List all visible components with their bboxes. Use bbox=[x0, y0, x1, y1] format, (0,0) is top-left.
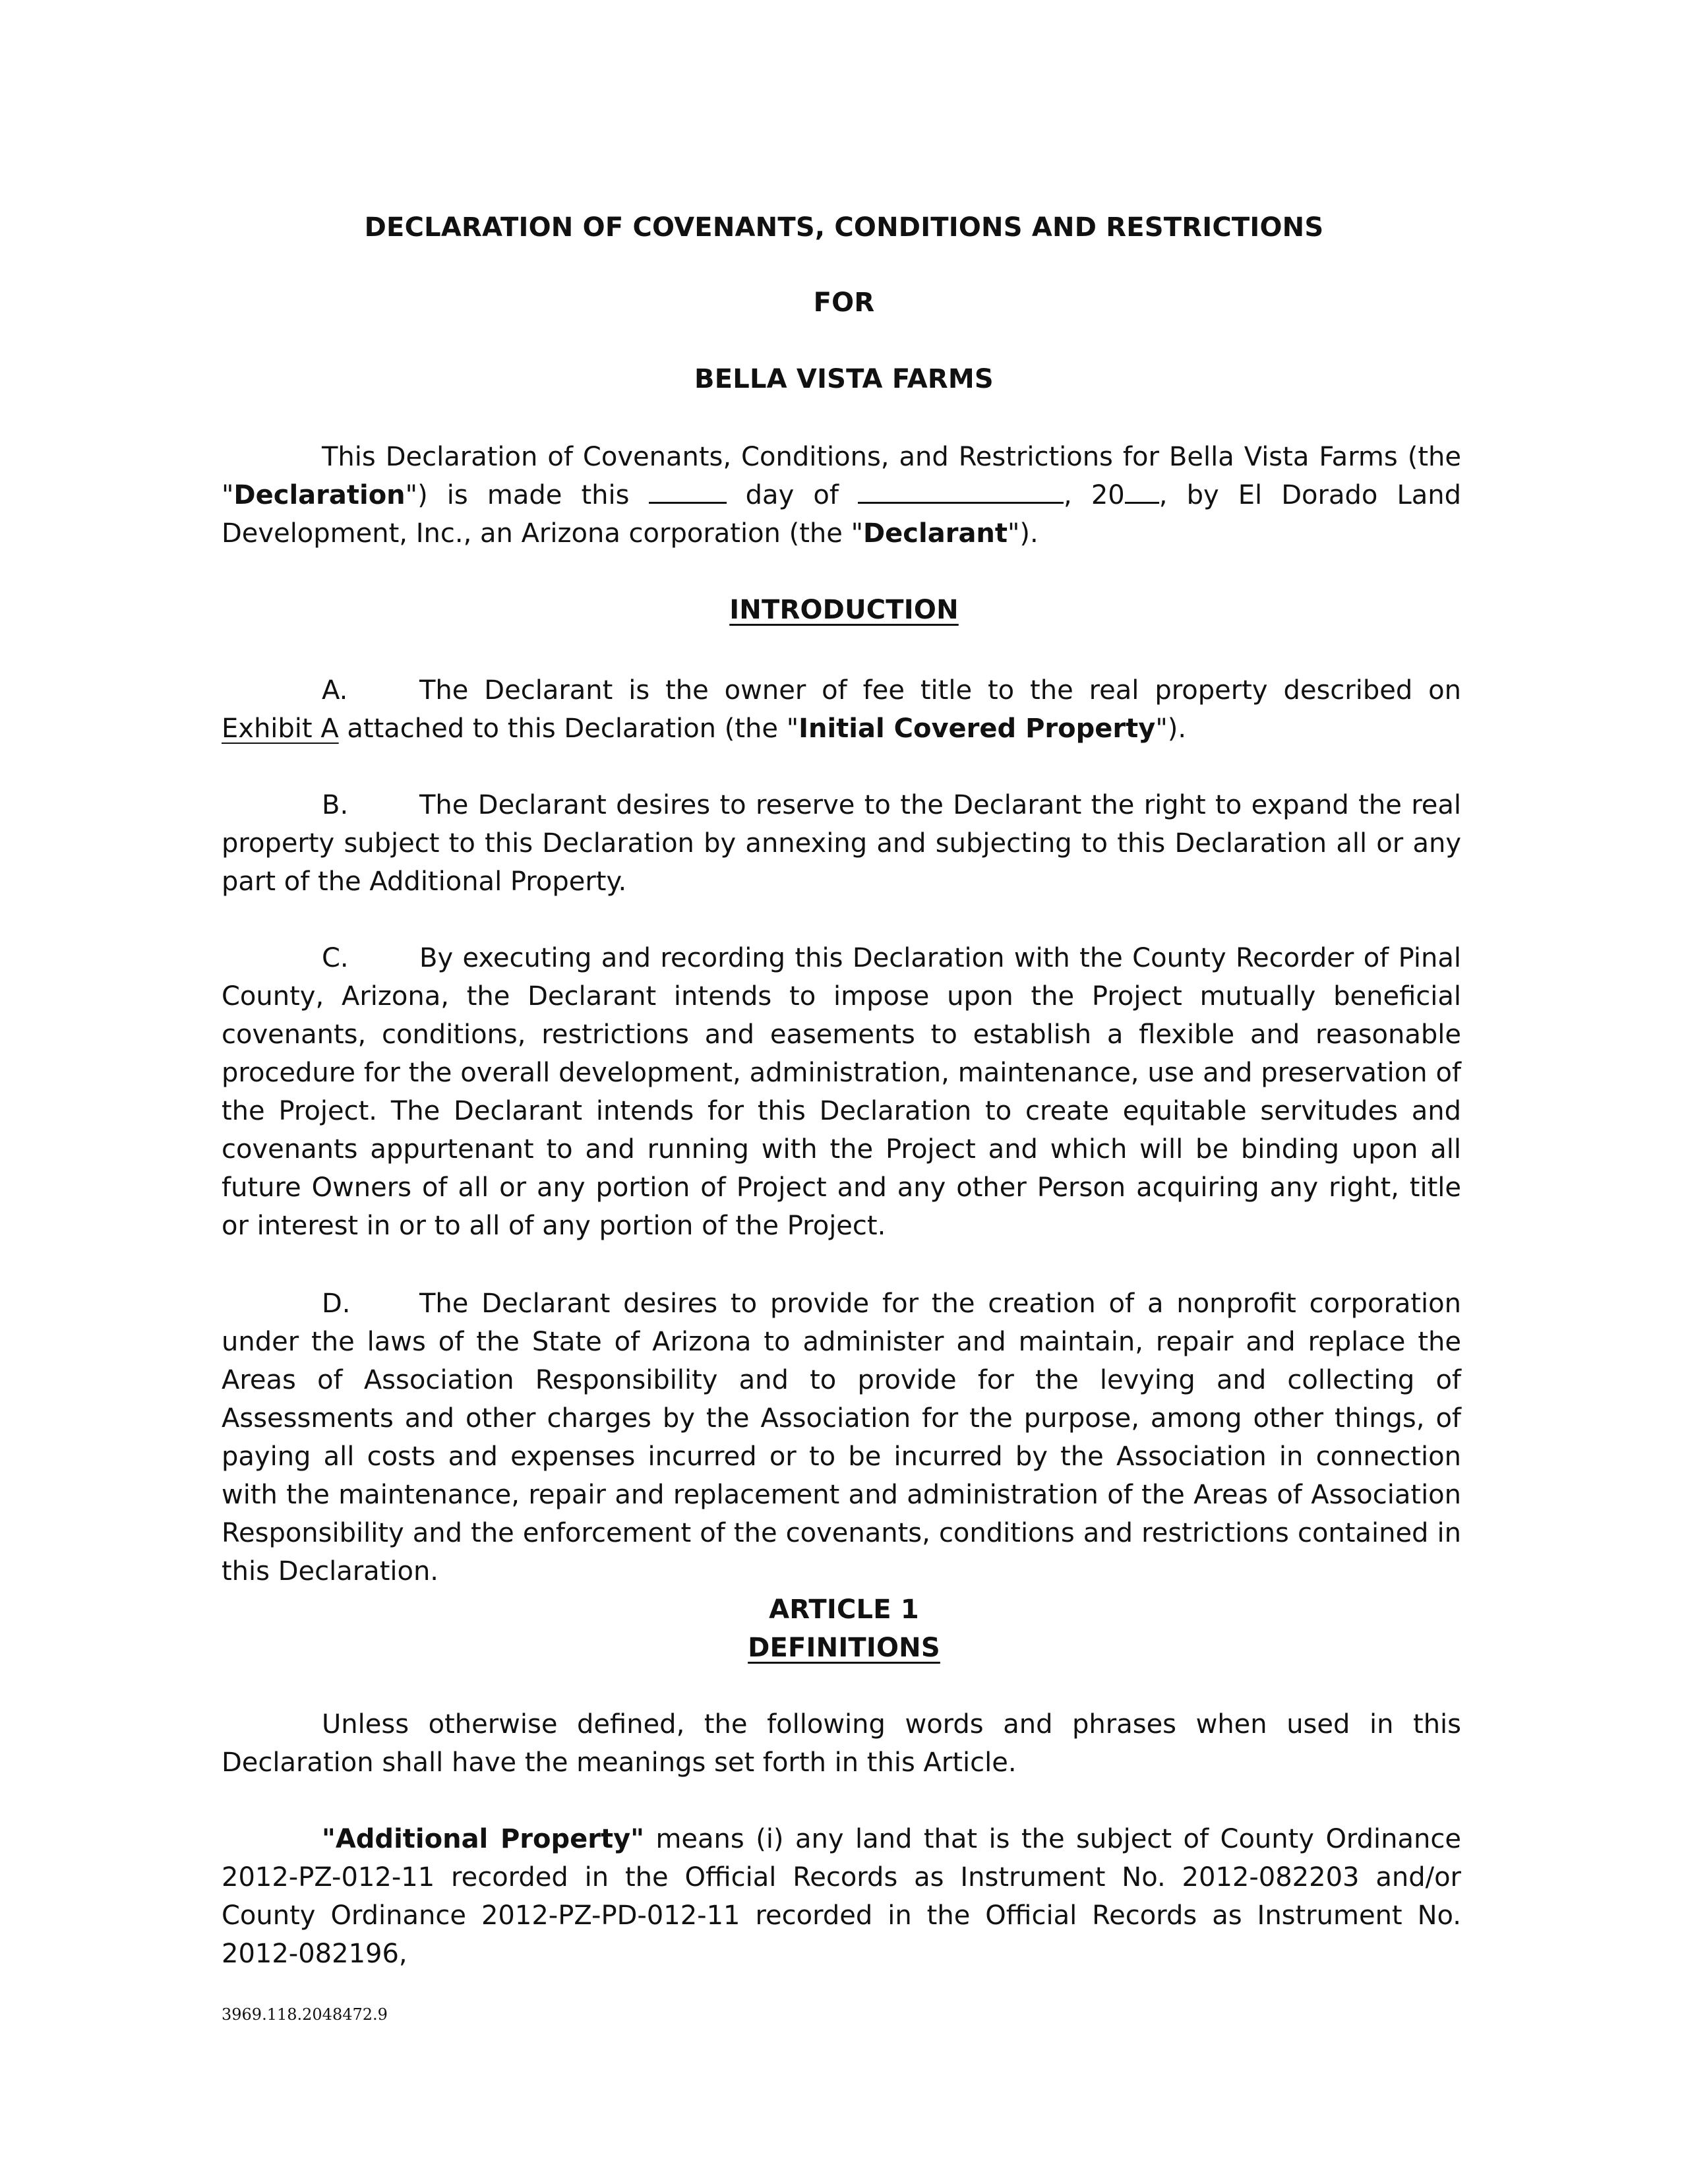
document-title-project: BELLA VISTA FARMS bbox=[694, 364, 994, 394]
day-blank bbox=[649, 479, 727, 504]
recital-a: A. The Declarant is the owner of fee title to the real property described on Exhibit A attached to this Declaration (the "Initial Covered Property"). bbox=[222, 671, 1461, 748]
declaration-defined-term: Declaration bbox=[233, 480, 406, 510]
introduction-heading: INTRODUCTION bbox=[729, 595, 959, 625]
recital-b-text: The Declarant desires to reserve to the Declarant the right to expand the real property subject to this Declaration by annexing and subjecting to this Declaration all or any part of the Additional Property. bbox=[222, 790, 1461, 897]
recital-c-text: By executing and recording this Declaration with the County Recorder of Pinal County, Arizona, the Declarant intends to impose upon the Project mutually beneficial covenants, conditions, restrictions and easements to establish a flexible and reasonable procedure for the overall development, administration, maintenance, use and preservation of the Project. The Declarant intends for this Declaration to create equitable servitudes and covenants appurtenant to and running with the Project and which will be binding upon all future Owners of all or any portion of Project and any other Person acquiring any right, title or interest in or to all of any portion of the Project. bbox=[222, 943, 1461, 1241]
year-blank bbox=[1125, 479, 1159, 504]
article-number: ARTICLE 1 bbox=[769, 1594, 919, 1625]
article-title: DEFINITIONS bbox=[748, 1633, 940, 1663]
definition-additional-property: "Additional Property" means (i) any land that is the subject of County Ordinance 2012-PZ-012-11 recorded in the Official Records as Instrument No. 2012-082203 and/or County Ordinance 2012-PZ-PD-012-11 recorded in the Official Records as Instrument No. 2012-082196, bbox=[222, 1824, 1461, 1969]
recital-c bbox=[222, 939, 1461, 1245]
declarant-defined-term: Declarant bbox=[862, 518, 1008, 549]
recital-b bbox=[222, 786, 1461, 901]
document-title-for: FOR bbox=[813, 288, 875, 318]
preamble-paragraph: This Declaration of Covenants, Conditions, and Restrictions for Bella Vista Farms (the "Declaration") is made this day of , 20 , by El Dorado Land Development, Inc., an Arizona corporation (the "Declarant"). bbox=[222, 442, 1461, 549]
recital-b-label: B. bbox=[322, 790, 349, 820]
additional-property-term: "Additional Property" bbox=[322, 1824, 644, 1854]
recital-c-label: C. bbox=[322, 943, 349, 973]
document-id-footer: 3969.118.2048472.9 bbox=[222, 2005, 388, 2024]
month-blank bbox=[858, 479, 1064, 504]
recital-d-label: D. bbox=[322, 1289, 351, 1319]
exhibit-a-reference: Exhibit A bbox=[222, 713, 339, 744]
recital-a-label: A. bbox=[322, 675, 348, 706]
recital-d bbox=[222, 1285, 1461, 1591]
initial-covered-property-term: Initial Covered Property bbox=[799, 713, 1156, 744]
recital-d-text: The Declarant desires to provide for the creation of a nonprofit corporation under the laws of the State of Arizona to administer and maintain, repair and replace the Areas of Association Responsibility and to provide for the levying and collecting of Assessments and other charges by the Association for the purpose, among other things, of paying all costs and expenses incurred or to be incurred by the Association in connection with the maintenance, repair and replacement and administration of the Areas of Association Responsibility and the enforcement of the covenants, conditions and restrictions contained in this Declaration. bbox=[222, 1289, 1461, 1587]
definitions-intro: Unless otherwise defined, the following words and phrases when used in this Declaration shall have the meanings set forth in this Article. bbox=[222, 1709, 1461, 1778]
document-title: DECLARATION OF COVENANTS, CONDITIONS AND RESTRICTIONS bbox=[364, 212, 1324, 243]
